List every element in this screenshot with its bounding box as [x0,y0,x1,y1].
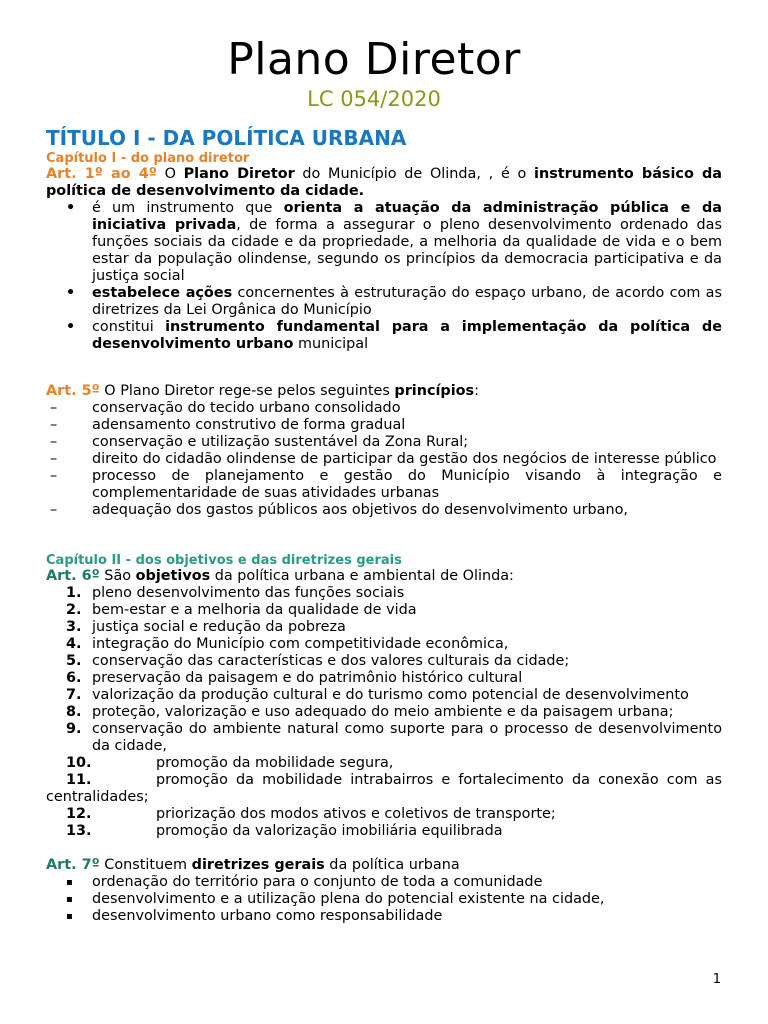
article-bold: instrumento básico da política de desenvolvimento da cidade. [46,166,722,199]
item-text: adensamento construtivo de forma gradual [92,417,406,433]
item-number: 11. [66,772,92,788]
item-text: processo de planejamento e gestão do Município visando à integração e complementaridade de suas atividades urbanas [92,468,722,501]
bullet-marker: • [66,319,76,335]
list-item [46,200,722,285]
item-number: 1. [66,585,82,601]
chapter-1-heading: Capítulo I - do plano diretor [46,151,250,166]
article-bold: princípios [394,383,475,399]
document-title: Plano Diretor [227,34,521,85]
item-bold: instrumento fundamental para a implementação da política de desenvolvimento urbano [92,319,722,352]
list-item [46,891,722,908]
item-number: 8. [66,704,82,720]
square-bullet: ▪ [66,894,73,905]
item-text: é um instrumento que [92,200,284,216]
list-item [46,502,722,519]
list-item [46,874,722,891]
item-text: conservação e utilização sustentável da Zona Rural; [92,434,469,450]
title-heading: TÍTULO I - DA POLÍTICA URBANA [46,126,407,150]
item-text: , de forma a assegurar o pleno desenvolvimento ordenado das funções sociais da cidade e da propriedade, a melhoria da qualidade de vida e o bem estar da população olindense, segundo os princípios da democracia participativa e da justiça social [92,217,722,284]
item-text: promoção da mobilidade intrabairros e fortalecimento da conexão com as centralidades; [46,772,722,805]
list-item [46,468,722,502]
item-text: valorização da produção cultural e do turismo como potencial de desenvolvimento [92,687,689,703]
list-item [46,285,722,319]
list-item [46,319,722,353]
item-text: bem-estar e a melhoria da qualidade de vida [92,602,417,618]
item-bold: orienta a atuação da administração pública e da iniciativa privada [92,200,722,233]
list-item [46,755,722,772]
item-number: 7. [66,687,82,703]
square-bullet: ▪ [66,911,73,922]
item-text: promoção da valorização imobiliária equilibrada [156,823,503,839]
article-bold: diretrizes gerais [191,857,325,873]
item-text: conservação das características e dos valores culturais da cidade; [92,653,570,669]
item-text: desenvolvimento e a utilização plena do potencial existente na cidade, [92,891,605,907]
item-number: 9. [66,721,82,737]
article-1-4 [46,166,722,200]
article-text: do Município de Olinda, , é o [294,166,535,182]
article-6 [46,568,722,585]
article-text: O [156,166,184,182]
item-text: promoção da mobilidade segura, [156,755,394,771]
article-text: da política urbana e ambiental de Olinda: [210,568,514,584]
article-label: Art. 5º [46,383,100,399]
article-text: O Plano Diretor rege-se pelos seguintes [99,383,395,399]
item-text: concernentes à estruturação do espaço urbano, de acordo com as diretrizes da Lei Orgânica do Município [92,285,722,318]
list-item [46,636,722,653]
item-text: conservação do ambiente natural como suporte para o processo de desenvolvimento da cidade, [92,721,722,754]
item-text: pleno desenvolvimento das funções sociais [92,585,405,601]
article-bold: Plano Diretor [183,166,295,182]
item-text: ordenação do território para o conjunto de toda a comunidade [92,874,543,890]
item-number: 2. [66,602,82,618]
item-text: adequação dos gastos públicos aos objetivos do desenvolvimento urbano, [92,502,628,518]
dash-marker: – [50,502,58,518]
article-bold: objetivos [135,568,211,584]
article-label: Art. 6º [46,568,100,584]
list-item [46,619,722,636]
dash-marker: – [50,417,58,433]
article-text: São [99,568,136,584]
article-label: Art. 1º ao 4º [46,166,157,182]
item-number: 3. [66,619,82,635]
list-item [46,585,722,602]
list-item [46,704,722,721]
article-label: Art. 7º [46,857,100,873]
list-item [46,451,722,468]
chapter-2-heading: Capítulo II - dos objetivos e das diretrizes gerais [46,553,402,568]
item-number: 10. [66,755,92,771]
list-item [46,602,722,619]
principles-list [46,400,722,519]
list-item [46,823,722,840]
article-1-bullets [46,200,722,353]
list-item [46,687,722,704]
list-item [46,653,722,670]
item-text: conservação do tecido urbano consolidado [92,400,401,416]
list-item [46,806,722,823]
list-item [46,417,722,434]
item-number: 4. [66,636,82,652]
dash-marker: – [50,434,58,450]
article-text: : [474,383,479,399]
item-text: direito do cidadão olindense de participar da gestão dos negócios de interesse público [92,451,717,467]
list-item [46,908,722,925]
list-item [46,434,722,451]
item-number: 6. [66,670,82,686]
item-text: priorização dos modos ativos e coletivos de transporte; [156,806,556,822]
bullet-marker: • [66,200,76,216]
page-number: 1 [712,972,721,987]
item-text: justiça social e redução da pobreza [92,619,346,635]
item-text: preservação da paisagem e do patrimônio histórico cultural [92,670,523,686]
article-5 [46,383,722,400]
dash-marker: – [50,451,58,467]
item-number: 13. [66,823,92,839]
item-text: constitui [92,319,166,335]
item-text: proteção, valorização e uso adequado do meio ambiente e da paisagem urbana; [92,704,674,720]
item-text: desenvolvimento urbano como responsabilidade [92,908,443,924]
bullet-marker: • [66,285,76,301]
article-text: Constituem [99,857,192,873]
document-subtitle: LC 054/2020 [307,87,441,111]
item-number: 12. [66,806,92,822]
list-item [46,400,722,417]
dash-marker: – [50,400,58,416]
item-text: municipal [293,336,369,352]
item-text: integração do Município com competitividade econômica, [92,636,509,652]
article-text: da política urbana [324,857,460,873]
article-7 [46,857,722,874]
list-item [46,670,722,687]
list-item [46,772,722,806]
document-body [46,125,722,925]
square-bullet: ▪ [66,877,73,888]
list-item [46,721,722,755]
objectives-list [46,585,722,840]
dash-marker: – [50,468,58,484]
item-number: 5. [66,653,82,669]
guidelines-list [46,874,722,925]
item-bold: estabelece ações [92,285,233,301]
